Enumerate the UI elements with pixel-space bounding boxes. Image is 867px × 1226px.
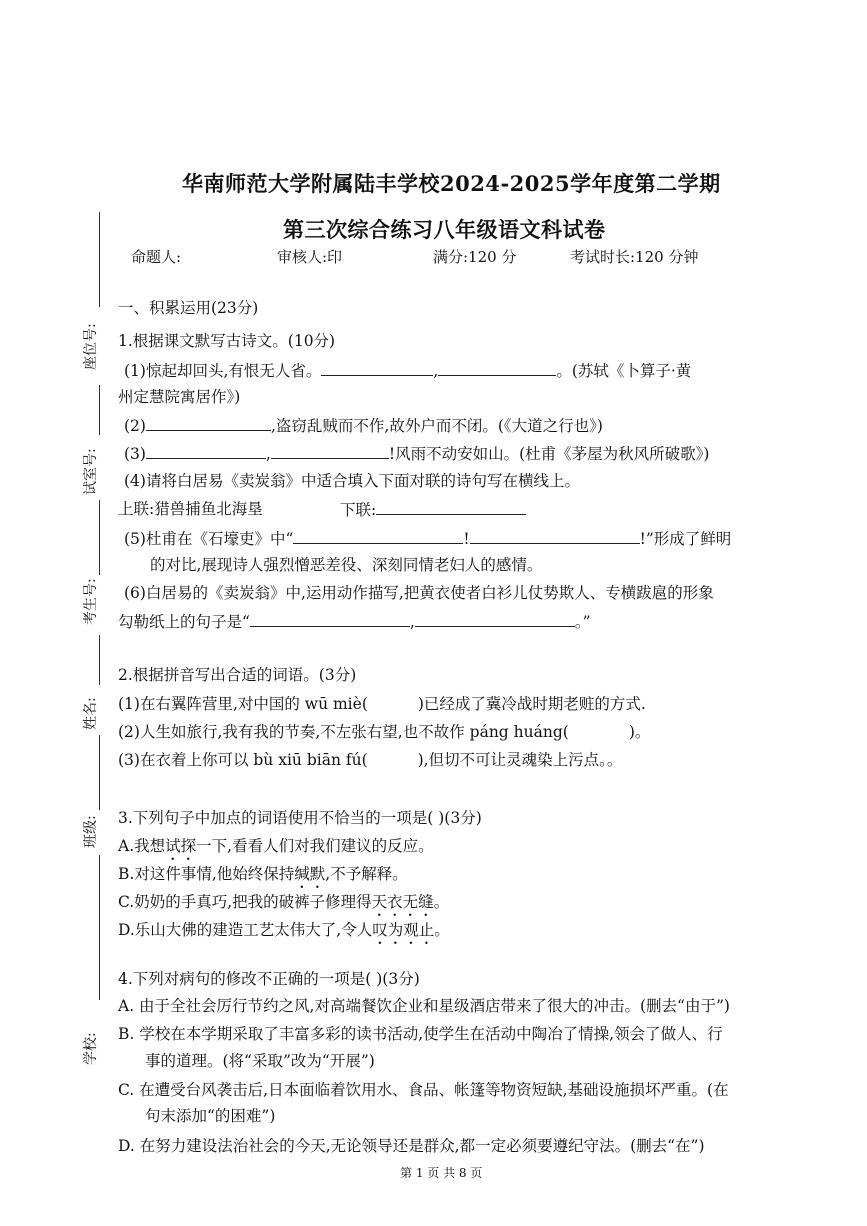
q3-d-text: D.乐山大佛的建造工艺太伟大了,令人 — [118, 921, 373, 939]
q2-l3-end: ),但切不可让灵魂染上污点。。 — [417, 751, 623, 769]
q1-line5 — [124, 528, 731, 549]
answer-blank[interactable] — [470, 528, 640, 544]
q1-s2-num: (2) — [124, 417, 146, 435]
exam-room-label: 试室号: — [83, 448, 99, 495]
answer-blank[interactable] — [146, 443, 266, 459]
q4-option-d: D. 在努力建设法治社会的今天,无论领导还是群众,都一定必须要遵纪守法。(删去“在”) — [118, 1137, 705, 1155]
q3-a-text: A.我想 — [118, 837, 166, 855]
exam-duration: 考试时长:120 分钟 — [570, 248, 699, 266]
q1-s3-num: (3) — [124, 445, 146, 463]
q1-line2 — [124, 415, 603, 436]
margin-line-4 — [99, 635, 100, 685]
q4-option-a: A. 由于全社会厉行节约之风,对高端餐饮企业和星级酒店带来了很大的冲击。(删去“由于”) — [118, 997, 730, 1015]
q1-s3-text: !风雨不动安如山。(杜甫《茅屋为秋风所破歌》) — [388, 445, 710, 463]
q3-b-rest: ,不予解释。 — [325, 865, 408, 883]
q3-option-d — [118, 920, 450, 948]
q3-c-rest: 。 — [433, 893, 450, 911]
class-label: 班级: — [83, 815, 99, 848]
q1-s6-end: 。” — [574, 613, 591, 631]
q1-stem: 1.根据课文默写古诗文。(10分) — [118, 332, 336, 350]
q1-s2-text: ,盗窃乱贼而不作,故外户而不闭。(《大道之行也》) — [270, 417, 603, 435]
name-label: 姓名: — [83, 697, 99, 730]
reviewer-label: 审核人:印 — [277, 248, 343, 266]
q1-s6-text: 勾勒纸上的句子是“ — [118, 613, 250, 631]
q3-c-text: C.奶奶的手真巧,把我的破裤子修理得 — [118, 893, 372, 911]
seat-number-label: 座位号: — [83, 323, 99, 370]
margin-line-6 — [99, 855, 100, 1000]
q2-l2-end: )。 — [628, 723, 651, 741]
page-number: 第 1 页 共 8 页 — [400, 1166, 483, 1180]
q3-d-dotted: 叹为观止 — [372, 921, 435, 939]
q2-l3-text: (3)在衣着上你可以 bù xiū biān fú( — [118, 751, 368, 769]
margin-line-2 — [99, 385, 100, 435]
full-score: 满分:120 分 — [433, 248, 517, 266]
q4-stem: 4.下列对病句的修改不正确的一项是( )(3分) — [118, 970, 420, 988]
answer-blank[interactable] — [146, 415, 271, 431]
q2-line3 — [118, 750, 622, 770]
q3-option-a — [118, 836, 434, 864]
setter-label: 命题人: — [131, 248, 182, 266]
q3-option-c — [118, 892, 449, 920]
exam-title-line1: 华南师范大学附属陆丰学校2024-2025学年度第二学期 — [182, 171, 721, 196]
answer-blank[interactable] — [376, 499, 526, 515]
q3-b-dotted: 缄默 — [294, 865, 326, 883]
q3-stem: 3.下列句子中加点的词语使用不恰当的一项是( )(3分) — [118, 809, 482, 827]
q1-couplet-down — [340, 499, 526, 520]
q1-line6-cont: 勾勒纸上的句子是“ , 。” — [118, 613, 591, 631]
q1-couplet-up: 上联:猎兽捕鱼北海垦 — [118, 500, 263, 518]
candidate-number-label: 考生号: — [83, 578, 99, 625]
q2-l2-text: (2)人生如旅行,我有我的节奏,不左张右望,也不故作 páng huáng( — [118, 723, 569, 741]
q3-c-dotted: 天衣无缝 — [371, 893, 434, 911]
q1-line5-cont: 的对比,展现诗人强烈憎恶差役、深刻同情老妇人的感情。 — [150, 556, 543, 574]
q2-line2 — [118, 722, 650, 742]
q3-b-text: B.对这件事情,他始终保持 — [118, 865, 295, 883]
q1-couplet-down-label: 下联: — [340, 501, 377, 519]
q1-s1-source: 。(苏轼《卜算子·黄 — [556, 362, 692, 380]
exam-title-line2: 第三次综合练习八年级语文科试卷 — [283, 217, 606, 242]
q3-d-rest: 。 — [434, 921, 450, 939]
q4-option-b-cont: 事的道理。(将“采取”改为“开展”) — [145, 1052, 375, 1070]
q2-l1-end: )已经成了冀冷战时期老赃的方式. — [417, 695, 646, 713]
margin-line-5 — [99, 735, 100, 810]
q1-s5-end: !”形成了鲜明 — [639, 530, 732, 548]
q4-option-c: C. 在遭受台风袭击后,日本面临着饮用水、食品、帐篷等物资短缺,基础设施损坏严重。(在 — [118, 1081, 729, 1099]
q3-a-dotted: 试探 — [165, 837, 197, 855]
answer-blank[interactable] — [321, 360, 433, 376]
q3-a-rest: 一下,看看人们对我们建议的反应。 — [196, 837, 434, 855]
margin-line-1 — [99, 212, 100, 307]
q2-line1 — [118, 694, 646, 714]
q1-line1: (1)惊起却回头,有恨无人省。 , 。(苏轼《卜算子·黄 — [124, 362, 692, 380]
answer-blank[interactable] — [250, 611, 410, 627]
q4-option-c-cont: 句末添加“的困难”) — [145, 1107, 276, 1125]
q2-l1-text: (1)在右翼阵营里,对中国的 wū miè( — [118, 695, 368, 713]
answer-blank[interactable] — [438, 360, 556, 376]
answer-blank[interactable] — [293, 528, 463, 544]
q1-s1-text: (1)惊起却回头,有恨无人省。 — [124, 362, 322, 380]
q4-option-b: B. 学校在本学期采取了丰富多彩的读书活动,使学生在活动中陶冶了情操,领会了做人、行 — [118, 1025, 723, 1043]
q2-stem: 2.根据拼音写出合适的词语。(3分) — [118, 666, 357, 684]
q1-line4: (4)请将白居易《卖炭翁》中适合填入下面对联的诗句写在横线上。 — [124, 472, 580, 490]
q1-line6: (6)白居易的《卖炭翁》中,运用动作描写,把黄衣使者白衫儿仗势欺人、专横跋扈的形象 — [124, 584, 714, 602]
q1-line1-cont: 州定慧院寓居作》) — [118, 388, 241, 406]
school-label: 学校: — [83, 1032, 99, 1065]
answer-blank[interactable] — [271, 443, 389, 459]
q1-line3: (3) , !风雨不动安如山。(杜甫《茅屋为秋风所破歌》) — [124, 445, 710, 463]
q1-s5-mark: ! — [463, 530, 470, 548]
q3-option-b — [118, 864, 408, 892]
margin-line-3 — [99, 500, 100, 575]
section-heading: 一、积累运用(23分) — [118, 299, 259, 317]
answer-blank[interactable] — [415, 611, 575, 627]
q1-s5-text: (5)杜甫在《石壕吏》中“ — [124, 530, 294, 548]
